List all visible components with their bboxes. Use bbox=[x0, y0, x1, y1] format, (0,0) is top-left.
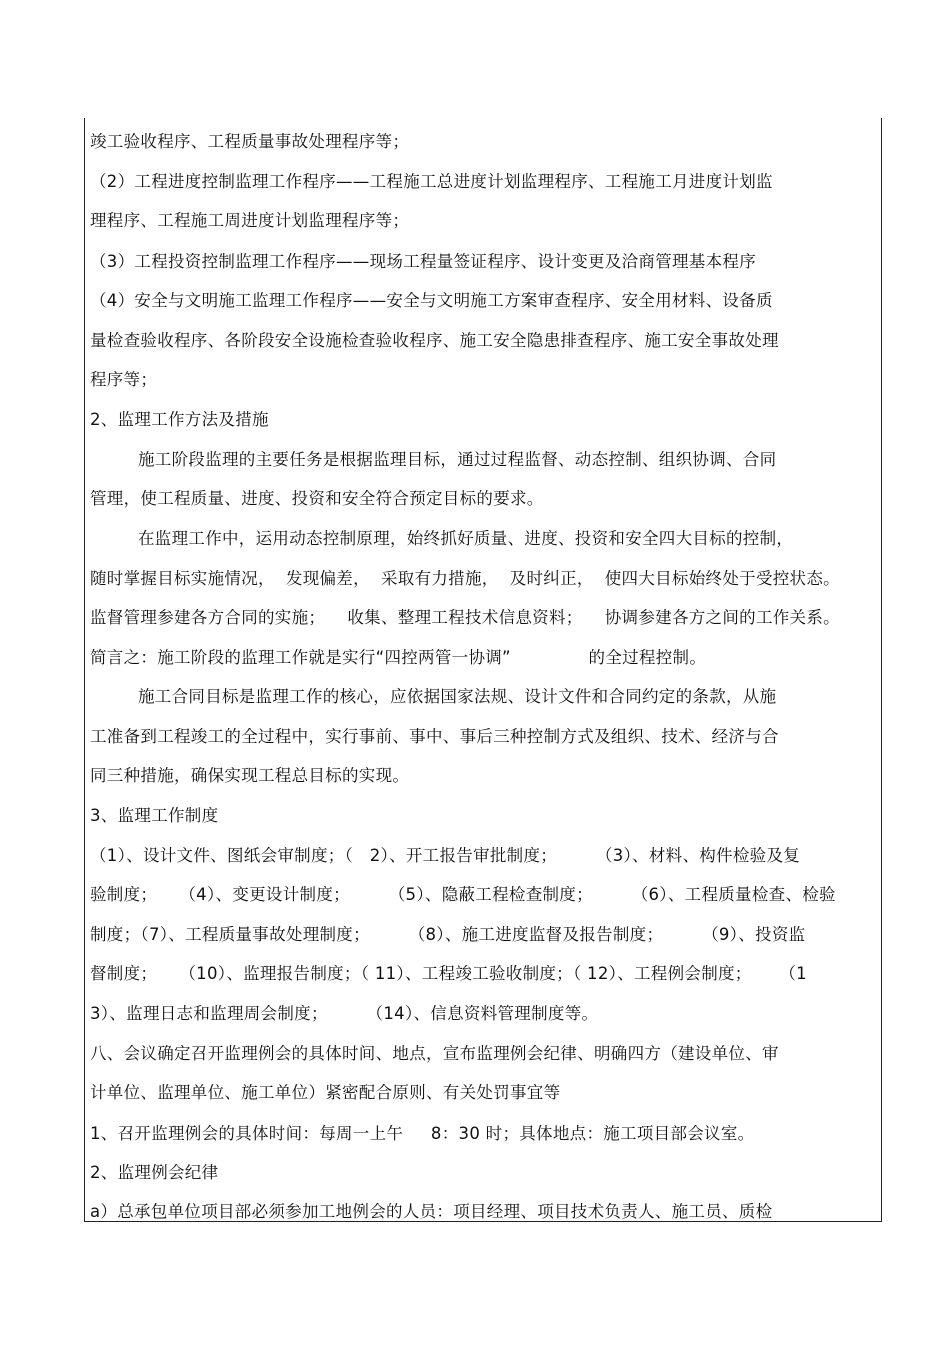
text-line: 竣工验收程序、工程质量事故处理程序等； bbox=[90, 132, 410, 151]
text-line: 同三种措施，确保实现工程总目标的实现。 bbox=[90, 766, 410, 785]
section-heading: 2、监理工作方法及措施 bbox=[90, 410, 269, 429]
section-heading: 八、会议确定召开监理例会的具体时间、地点，宣布监理例会纪律、明确四方（建设单位、审 bbox=[90, 1044, 779, 1063]
text-line: 在监理工作中，运用动态控制原理，始终抓好质量、进度、投资和安全四大目标的控制， bbox=[138, 529, 794, 548]
text-line: 1、召开监理例会的具体时间：每周一上午 8：30 时；具体地点：施工项目部会议室。 bbox=[90, 1124, 755, 1143]
text-line: 施工合同目标是监理工作的核心，应依据国家法规、设计文件和合同约定的条款，从施 bbox=[138, 687, 777, 706]
text-line: a）总承包单位项目部必须参加工地例会的人员：项目经理、项目技术负责人、施工员、质检 bbox=[90, 1202, 773, 1221]
text-line: 施工阶段监理的主要任务是根据监理目标，通过过程监督、动态控制、组织协调、合同 bbox=[138, 450, 777, 469]
text-line: 工准备到工程竣工的全过程中，实行事前、事中、事后三种控制方式及组织、技术、经济与合 bbox=[90, 727, 779, 746]
text-line: （4）安全与文明施工监理工作程序——安全与文明施工方案审查程序、安全用材料、设备质 bbox=[90, 291, 773, 310]
text-line: 制度；（7）、工程质量事故处理制度； （8）、施工进度监督及报告制度； （9）、投资监 bbox=[90, 925, 806, 944]
text-line: 简言之：施工阶段的监理工作就是实行“四控两管一协调” 的全过程控制。 bbox=[90, 648, 707, 667]
text-line: 3）、监理日志和监理周会制度； （14）、信息资料管理制度等。 bbox=[90, 1004, 599, 1023]
text-line: （1）、设计文件、图纸会审制度；（ 2）、开工报告审批制度； （3）、材料、构件检验及复 bbox=[90, 846, 801, 865]
text-line: 督制度； （10）、监理报告制度；（ 11）、工程竣工验收制度；（ 12）、工程例会制度； （1 bbox=[90, 964, 807, 983]
text-line: （2）工程进度控制监理工作程序——工程施工总进度计划监理程序、工程施工月进度计划监 bbox=[90, 172, 773, 191]
text-line: 随时掌握目标实施情况， 发现偏差， 采取有力措施， 及时纠正， 使四大目标始终处于受控状态。 bbox=[90, 569, 840, 588]
section-heading: 2、监理例会纪律 bbox=[90, 1163, 219, 1182]
text-line: （3）工程投资控制监理工作程序——现场工程量签证程序、设计变更及洽商管理基本程序 bbox=[90, 252, 756, 271]
text-line: 计单位、监理单位、施工单位）紧密配合原则、有关处罚事宜等 bbox=[90, 1083, 561, 1102]
text-line: 监督管理参建各方合同的实施； 收集、整理工程技术信息资料； 协调参建各方之间的工作关系。 bbox=[90, 608, 840, 627]
text-line: 量检查验收程序、各阶段安全设施检查验收程序、施工安全隐患排查程序、施工安全事故处理 bbox=[90, 331, 779, 350]
text-line: 管理，使工程质量、进度、投资和安全符合预定目标的要求。 bbox=[90, 489, 544, 508]
text-line: 程序等； bbox=[90, 370, 158, 389]
text-line: 理程序、工程施工周进度计划监理程序等； bbox=[90, 211, 410, 230]
text-line: 验制度； （4）、变更设计制度； （5）、隐蔽工程检查制度； （6）、工程质量检查、检验 bbox=[90, 885, 836, 904]
section-heading: 3、监理工作制度 bbox=[90, 806, 219, 825]
